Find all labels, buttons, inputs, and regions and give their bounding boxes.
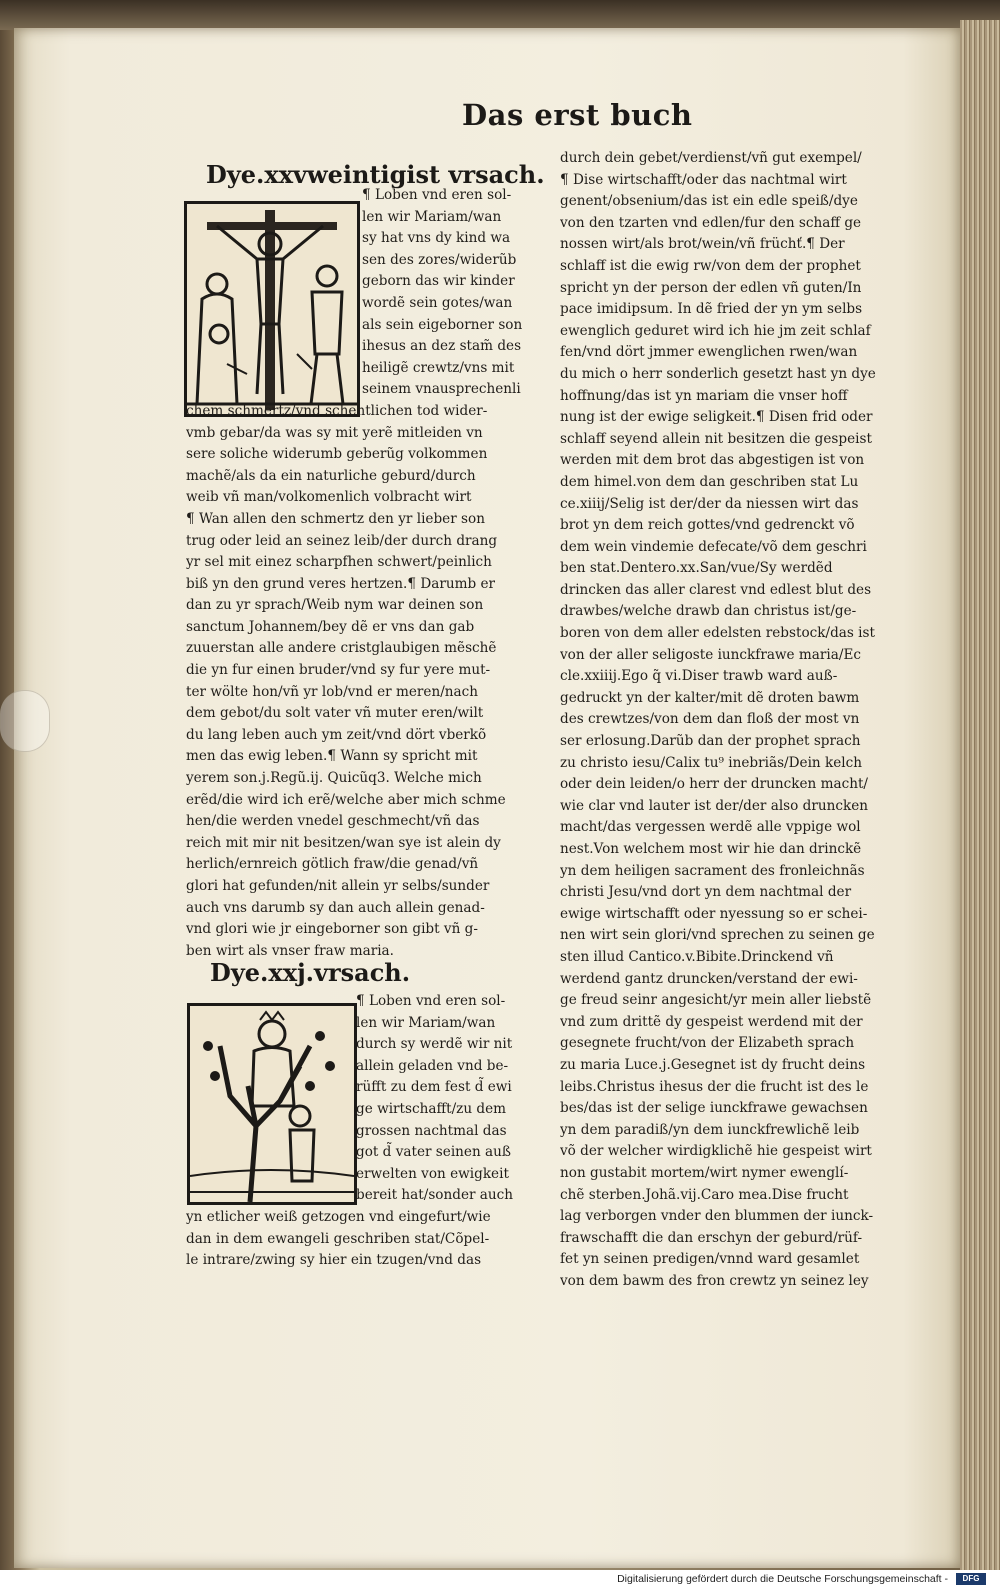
footer-credit: Digitalisierung gefördert durch die Deutsche Forschungsgemeinschaft - bbox=[617, 1573, 948, 1585]
text-line: ¶ Loben vnd eren sol- bbox=[356, 993, 506, 1009]
text-line: yr sel mit einez scharpfhen schwert/peinlich bbox=[186, 554, 492, 571]
text-line: schlaff ist die ewig rw/von dem der prophet bbox=[560, 257, 861, 274]
text-line: nest.Von welchem most wir hie dan drinckẽ bbox=[560, 841, 862, 857]
left-column-block2 bbox=[186, 991, 536, 1272]
text-line: du lang leben auch ym zeit/vnd dört vberkõ bbox=[186, 726, 487, 743]
text-line: brot yn dem reich gottes/vnd gedrenckt võ bbox=[560, 517, 855, 534]
text-line: yerem son.j.Regũ.ij. Quicũq3. Welche mich bbox=[186, 770, 482, 787]
text-line: herlich/ernreich götlich fraw/die genad/vñ bbox=[186, 856, 479, 873]
text-line: chẽ sterben.Johã.vij.Caro mea.Dise frucht bbox=[560, 1186, 849, 1203]
text-line: vnd zum drittẽ dy gespeist werdend mit der bbox=[560, 1013, 863, 1030]
text-line: ge wirtschafft/zu dem bbox=[356, 1100, 507, 1117]
digitization-footer bbox=[0, 1570, 1000, 1588]
text-line: machẽ/als da ein naturliche geburd/durch bbox=[186, 467, 476, 484]
text-line: vnd glori wie jr eingeborner son gibt vñ g- bbox=[186, 921, 478, 938]
text-line: dem himel.von dem dan geschriben stat Lu bbox=[560, 473, 859, 490]
text-line: fet yn seinen predigen/vnnd ward gesamlet bbox=[560, 1251, 860, 1268]
text-line: bereit hat/sonder auch bbox=[356, 1187, 514, 1204]
chapter-title: Dye.xxvweintigist vrsach. bbox=[206, 160, 545, 189]
text-line: macht/das vergessen werdẽ alle vppige wol bbox=[560, 819, 861, 836]
text-line: ben stat.Dentero.xx.San/vue/Sy werdẽd bbox=[560, 560, 833, 577]
text-line: seinem vnausprechenli bbox=[362, 381, 521, 398]
text-line: fen/vnd dört jmmer ewenglichen rwen/wan bbox=[560, 344, 858, 361]
text-line: christi Jesu/vnd dort yn dem nachtmal der bbox=[560, 884, 852, 901]
text-line: men das ewig leben.¶ Wann sy spricht mit bbox=[186, 748, 478, 765]
text-line: len wir Mariam/wan bbox=[362, 208, 502, 225]
text-line: võ der welcher wirdigklichẽ hie gespeist wirt bbox=[560, 1143, 872, 1160]
text-line: genent/obsenium/das ist ein edle speiß/dye bbox=[560, 193, 858, 210]
text-line: nung ist der ewige seligkeit.¶ Disen frid oder bbox=[560, 409, 873, 426]
text-line: von den tzarten vnd edlen/fur den schaff ge bbox=[560, 214, 862, 231]
text-line: leibs.Christus ihesus der die frucht ist des le bbox=[560, 1078, 869, 1095]
text-line: ¶ Dise wirtschafft/oder das nachtmal wirt bbox=[560, 171, 847, 188]
text-line: drincken das aller clarest vnd edlest blut des bbox=[560, 581, 872, 598]
text-line: glori hat gefunden/nit allein yr selbs/sunder bbox=[186, 878, 490, 894]
text-line: chem schmertz/vnd schentlichen tod wider- bbox=[186, 402, 488, 419]
text-line: cle.xxiiij.Ego q̃ vi.Diser trawb ward auß- bbox=[560, 668, 838, 685]
text-line: werden mit dem brot das abgestigen ist von bbox=[560, 452, 865, 469]
text-line: ben wirt als vnser fraw maria. bbox=[186, 942, 394, 959]
text-line: got d̃ vater seinen auß bbox=[356, 1144, 511, 1161]
text-line: durch dein gebet/verdienst/vñ gut exempel/ bbox=[560, 150, 862, 166]
text-line: sten illud Cantico.v.Bibite.Drinckend vñ bbox=[560, 948, 834, 965]
text-line: als sein eigeborner son bbox=[362, 316, 523, 333]
text-line: du mich o herr sonderlich gesetzt hast yn dye bbox=[560, 365, 876, 382]
page-stack-edge bbox=[960, 20, 1000, 1580]
text-line: boren von dem aller edelsten rebstock/das ist bbox=[560, 625, 875, 642]
text-line: yn etlicher weiß getzogen vnd eingefurt/wie bbox=[186, 1208, 491, 1225]
text-line: reich mit mir nit besitzen/wan sye ist alein dy bbox=[186, 834, 501, 851]
text-line: rüfft zu dem fest d̃ ewi bbox=[356, 1079, 512, 1096]
text-line: le intrare/zwing sy hier ein tzugen/vnd das bbox=[186, 1252, 482, 1269]
text-line: ewige wirtschafft oder nyessung so er schei- bbox=[560, 905, 868, 922]
text-line: spricht yn der person der edlen vñ guten/In bbox=[560, 279, 862, 296]
text-line: geborn das wir kinder bbox=[362, 273, 515, 290]
text-line: biß yn den grund veres hertzen.¶ Darumb er bbox=[186, 575, 496, 592]
text-line: ser erlosung.Darũb dan der prophet sprach bbox=[560, 733, 861, 750]
text-line: des crewtzes/von dem dan floß der most vn bbox=[560, 711, 860, 728]
text-line: drawbes/welche drawb dan christus ist/ge- bbox=[560, 603, 857, 620]
text-line: ge freud seinr angesicht/yr mein aller liebstẽ bbox=[560, 992, 872, 1009]
text-line: dan zu yr sprach/Weib nym war deinen son bbox=[186, 597, 484, 614]
text-line: dan in dem ewangeli geschriben stat/Cõpel- bbox=[186, 1230, 490, 1247]
text-line: von der aller seligoste iunckfrawe maria/Ec bbox=[560, 646, 861, 663]
text-line: ce.xiiij/Selig ist der/der da niessen wirt das bbox=[560, 495, 859, 512]
text-line: die yn fur einen bruder/vnd sy fur yere mut- bbox=[186, 662, 491, 679]
text-line: ter wölte hon/vñ yr lob/vnd er meren/nach bbox=[186, 683, 479, 700]
text-line: ¶ Wan allen den schmertz den yr lieber son bbox=[186, 510, 485, 527]
text-line: zuuerstan alle andere cristglaubigen mẽschẽ bbox=[186, 640, 497, 657]
text-line: oder dein leiden/o herr der druncken macht/ bbox=[560, 776, 869, 793]
text-line: pace imidipsum. In dẽ fried der yn ym selbs bbox=[560, 301, 863, 318]
text-line: vmb gebar/da was sy mit yerẽ mitleiden vn bbox=[186, 424, 483, 441]
text-line: durch sy werdẽ wir nit bbox=[356, 1036, 513, 1053]
text-line: allein geladen vnd be- bbox=[356, 1057, 509, 1074]
text-line: erẽd/die wird ich erẽ/welche aber mich schme bbox=[186, 791, 506, 808]
text-line: yn dem paradiß/yn dem iunckfrewlichẽ leib bbox=[560, 1121, 860, 1138]
text-line: von dem bawm des fron crewtz yn seinez ley bbox=[560, 1272, 869, 1289]
text-line: trug oder leid an seinez leib/der durch drang bbox=[186, 532, 498, 549]
text-line: grossen nachtmal das bbox=[356, 1122, 507, 1139]
text-line: sy hat vns dy kind wa bbox=[362, 230, 511, 247]
text-line: schlaff seyend allein nit besitzen die gespeist bbox=[560, 430, 872, 447]
text-line: sanctum Johannem/bey dẽ er vns dan gab bbox=[186, 618, 475, 635]
text-line: erwelten von ewigkeit bbox=[356, 1165, 509, 1182]
text-line: yn dem heiligen sacrament des fronleichnãs bbox=[560, 862, 865, 879]
text-line: dem wein vindemie defecate/võ dem geschri bbox=[560, 538, 867, 555]
text-line: sere soliche widerumb geberũg volkommen bbox=[186, 446, 488, 463]
text-line: weib vñ man/volkomenlich volbracht wirt bbox=[186, 489, 472, 506]
text-line: werdend gantz druncken/verstand der ewi- bbox=[560, 970, 858, 987]
text-line: len wir Mariam/wan bbox=[356, 1014, 496, 1031]
text-line: wie clar vnd lauter ist der/der also druncken bbox=[560, 797, 869, 814]
text-line: auch vns darumb sy dan auch allein genad- bbox=[186, 899, 485, 916]
text-line: gesegnete frucht/von der Elizabeth sprach bbox=[560, 1035, 855, 1052]
text-line: nen wirt sein glori/vnd sprechen zu seinen ge bbox=[560, 927, 875, 944]
text-line: wordẽ sein gotes/wan bbox=[362, 294, 513, 311]
text-line: nossen wirt/als brot/wein/vñ früchť.¶ Der bbox=[560, 236, 845, 253]
text-line: heiligẽ crewtz/vns mit bbox=[362, 359, 515, 376]
text-line: zu christo iesu/Calix tu⁹ inebriãs/Dein kelch bbox=[560, 754, 862, 771]
text-line: sen des zores/widerũb bbox=[362, 251, 517, 268]
text-line: gedruckt yn der kalter/mit dẽ droten bawm bbox=[560, 689, 860, 706]
text-line: ewenglich geduret wird ich hie jm zeit schlaf bbox=[560, 322, 871, 339]
book-top-shadow bbox=[0, 0, 1000, 30]
text-line: frawschafft die dan erschyn der geburd/rüf- bbox=[560, 1229, 863, 1246]
chapter-title: Dye.xxj.vrsach. bbox=[210, 958, 411, 987]
text-line: hen/die werden vnedel geschmecht/vñ das bbox=[186, 813, 480, 830]
text-line: ihesus an dez stam̃ des bbox=[362, 338, 522, 355]
text-line: ¶ Loben vnd eren sol- bbox=[362, 187, 512, 203]
left-column bbox=[186, 185, 536, 962]
page-clip bbox=[0, 690, 50, 752]
dfg-logo-icon: DFG bbox=[956, 1573, 986, 1585]
right-column bbox=[560, 148, 918, 1292]
text-line: lag verborgen vnder den blummen der iunck- bbox=[560, 1208, 874, 1225]
text-line: dem gebot/du solt vater vñ muter eren/wilt bbox=[186, 705, 484, 722]
running-title: Das erst buch bbox=[462, 98, 693, 132]
text-line: hoffnung/das ist yn mariam die vnser hoff bbox=[560, 387, 848, 404]
text-line: non gustabit mortem/wirt nymer ewenglí- bbox=[560, 1164, 849, 1181]
text-line: zu maria Luce.j.Gesegnet ist dy frucht deins bbox=[560, 1056, 866, 1073]
text-line: bes/das ist der selige iunckfrawe gewachsen bbox=[560, 1100, 868, 1117]
